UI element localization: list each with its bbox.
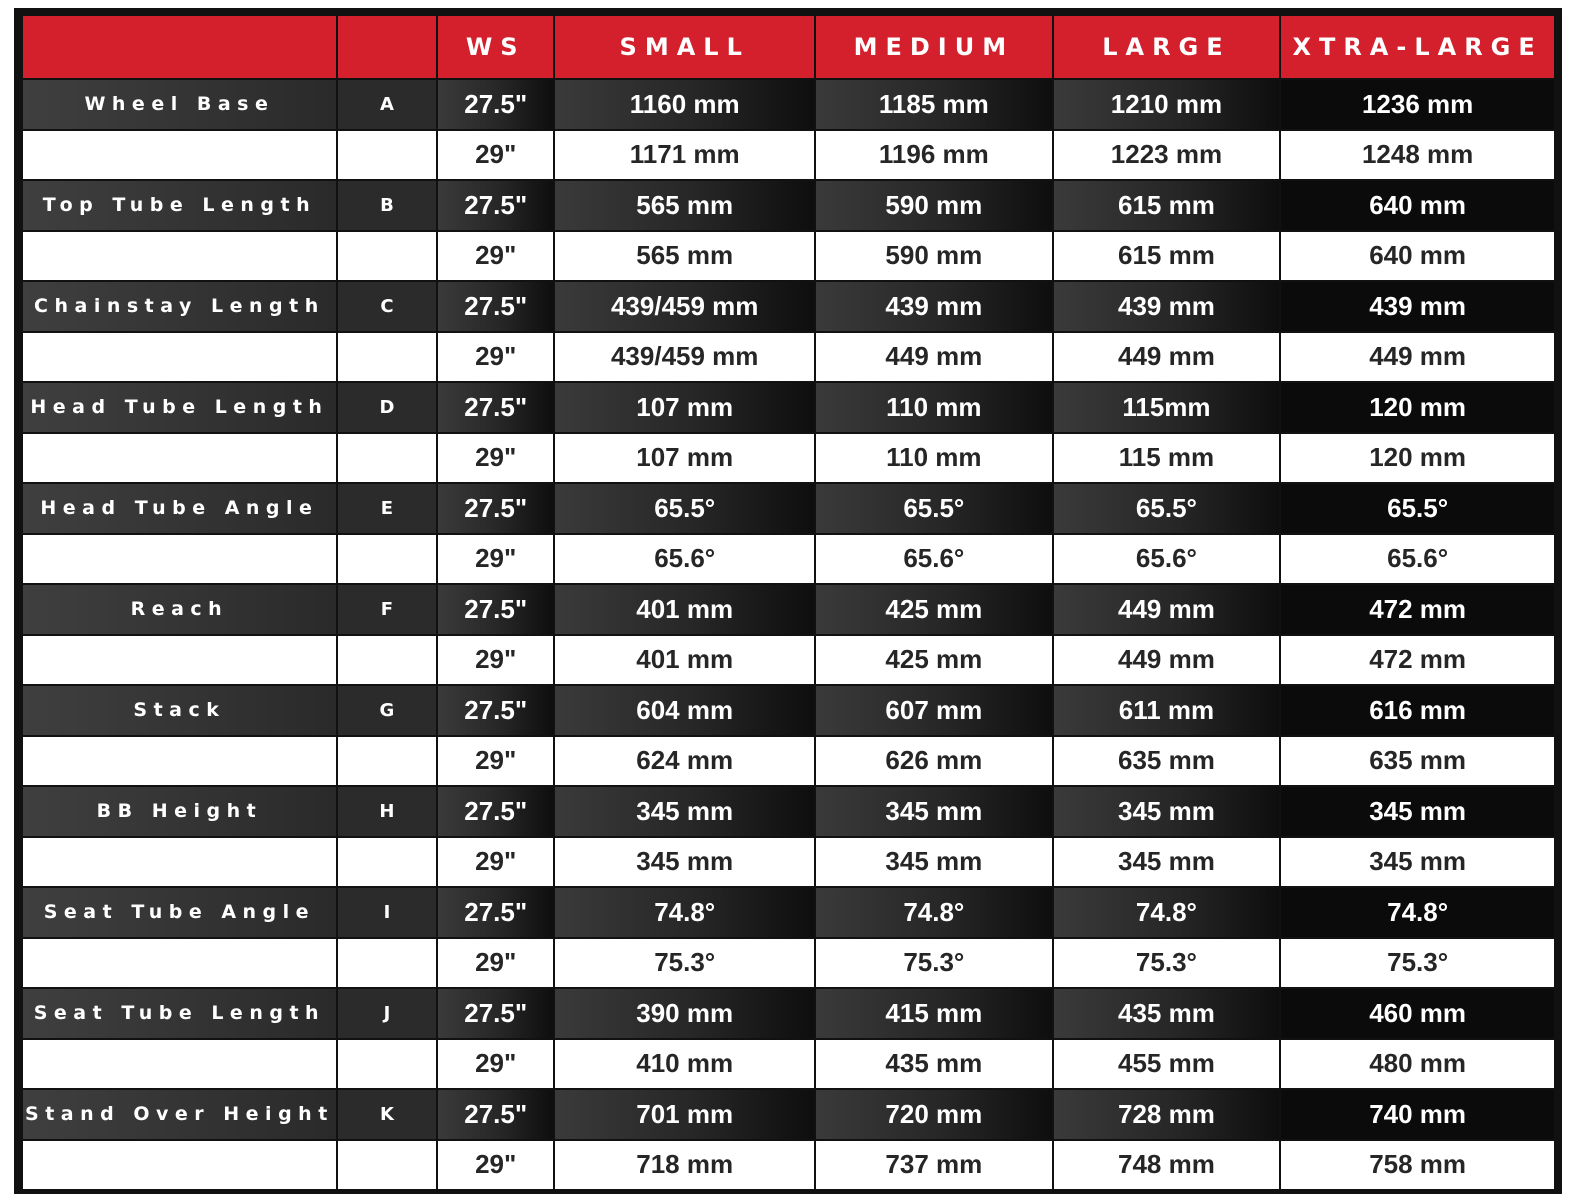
value-small: 390 mm xyxy=(555,989,814,1038)
row-letter: K xyxy=(338,1090,436,1139)
value-medium: 435 mm xyxy=(816,1040,1052,1089)
value-small: 604 mm xyxy=(555,686,814,735)
value-xl: 472 mm xyxy=(1281,585,1554,634)
value-medium: 74.8° xyxy=(816,888,1052,937)
row-letter-empty xyxy=(338,838,436,887)
value-small: 1160 mm xyxy=(555,80,814,129)
value-xl: 439 mm xyxy=(1281,282,1554,331)
value-xl: 120 mm xyxy=(1281,434,1554,483)
value-large: 1223 mm xyxy=(1054,131,1280,180)
value-large: 449 mm xyxy=(1054,636,1280,685)
row-label: Head Tube Angle xyxy=(23,484,336,533)
wheel-size: 29" xyxy=(438,434,553,483)
value-large: 635 mm xyxy=(1054,737,1280,786)
geometry-table xyxy=(21,14,1556,1191)
value-xl: 345 mm xyxy=(1281,838,1554,887)
wheel-size: 27.5" xyxy=(438,383,553,432)
wheel-size: 27.5" xyxy=(438,686,553,735)
wheel-size: 27.5" xyxy=(438,282,553,331)
row-letter-empty xyxy=(338,131,436,180)
value-medium: 75.3° xyxy=(816,939,1052,988)
value-xl: 449 mm xyxy=(1281,333,1554,382)
value-xl: 65.6° xyxy=(1281,535,1554,584)
value-large: 1210 mm xyxy=(1054,80,1280,129)
value-xl: 1236 mm xyxy=(1281,80,1554,129)
value-medium: 110 mm xyxy=(816,434,1052,483)
row-letter-empty xyxy=(338,636,436,685)
geometry-table-frame xyxy=(14,8,1562,1194)
row-label-empty xyxy=(23,939,336,988)
value-large: 75.3° xyxy=(1054,939,1280,988)
value-small: 701 mm xyxy=(555,1090,814,1139)
table-row xyxy=(23,1090,1554,1139)
value-xl: 1248 mm xyxy=(1281,131,1554,180)
row-label-empty xyxy=(23,434,336,483)
row-label: Seat Tube Length xyxy=(23,989,336,1038)
table-row xyxy=(23,80,1554,129)
row-letter-empty xyxy=(338,737,436,786)
value-large: 449 mm xyxy=(1054,585,1280,634)
table-row xyxy=(23,888,1554,937)
row-label-empty xyxy=(23,838,336,887)
row-label-empty xyxy=(23,636,336,685)
value-large: 345 mm xyxy=(1054,787,1280,836)
row-label: Stack xyxy=(23,686,336,735)
value-xl: 616 mm xyxy=(1281,686,1554,735)
table-row xyxy=(23,787,1554,836)
row-letter-empty xyxy=(338,1141,436,1190)
value-small: 107 mm xyxy=(555,383,814,432)
header-medium: MEDIUM xyxy=(816,16,1052,78)
value-large: 439 mm xyxy=(1054,282,1280,331)
value-small: 345 mm xyxy=(555,787,814,836)
value-medium: 65.5° xyxy=(816,484,1052,533)
value-small: 1171 mm xyxy=(555,131,814,180)
wheel-size: 27.5" xyxy=(438,888,553,937)
value-medium: 425 mm xyxy=(816,585,1052,634)
header-xl: XTRA-LARGE xyxy=(1281,16,1554,78)
row-label-empty xyxy=(23,1141,336,1190)
row-letter: A xyxy=(338,80,436,129)
wheel-size: 27.5" xyxy=(438,484,553,533)
value-small: 439/459 mm xyxy=(555,333,814,382)
wheel-size: 27.5" xyxy=(438,787,553,836)
value-medium: 590 mm xyxy=(816,232,1052,281)
value-medium: 590 mm xyxy=(816,181,1052,230)
value-medium: 345 mm xyxy=(816,787,1052,836)
table-row xyxy=(23,434,1554,483)
table-row xyxy=(23,131,1554,180)
value-xl: 635 mm xyxy=(1281,737,1554,786)
value-xl: 640 mm xyxy=(1281,181,1554,230)
row-label: Head Tube Length xyxy=(23,383,336,432)
value-large: 748 mm xyxy=(1054,1141,1280,1190)
value-large: 435 mm xyxy=(1054,989,1280,1038)
header-small: SMALL xyxy=(555,16,814,78)
wheel-size: 29" xyxy=(438,636,553,685)
row-label: Stand Over Height xyxy=(23,1090,336,1139)
value-large: 615 mm xyxy=(1054,181,1280,230)
wheel-size: 29" xyxy=(438,131,553,180)
value-medium: 65.6° xyxy=(816,535,1052,584)
header-ws: WS xyxy=(438,16,553,78)
wheel-size: 29" xyxy=(438,1040,553,1089)
table-row xyxy=(23,333,1554,382)
value-small: 410 mm xyxy=(555,1040,814,1089)
value-small: 439/459 mm xyxy=(555,282,814,331)
table-row xyxy=(23,484,1554,533)
value-medium: 1185 mm xyxy=(816,80,1052,129)
table-row xyxy=(23,989,1554,1038)
wheel-size: 27.5" xyxy=(438,80,553,129)
value-large: 74.8° xyxy=(1054,888,1280,937)
value-medium: 626 mm xyxy=(816,737,1052,786)
row-label-empty xyxy=(23,131,336,180)
value-small: 75.3° xyxy=(555,939,814,988)
header-letter xyxy=(338,16,436,78)
value-medium: 439 mm xyxy=(816,282,1052,331)
value-small: 107 mm xyxy=(555,434,814,483)
value-xl: 758 mm xyxy=(1281,1141,1554,1190)
row-letter: E xyxy=(338,484,436,533)
value-medium: 737 mm xyxy=(816,1141,1052,1190)
row-letter: G xyxy=(338,686,436,735)
row-label: Chainstay Length xyxy=(23,282,336,331)
wheel-size: 29" xyxy=(438,535,553,584)
table-row xyxy=(23,939,1554,988)
table-row xyxy=(23,232,1554,281)
value-medium: 607 mm xyxy=(816,686,1052,735)
row-label: Seat Tube Angle xyxy=(23,888,336,937)
table-row xyxy=(23,1141,1554,1190)
table-row xyxy=(23,636,1554,685)
header-row xyxy=(23,16,1554,78)
row-label-empty xyxy=(23,232,336,281)
table-row xyxy=(23,383,1554,432)
table-row xyxy=(23,282,1554,331)
row-letter-empty xyxy=(338,333,436,382)
table-row xyxy=(23,1040,1554,1089)
header-label xyxy=(23,16,336,78)
row-letter-empty xyxy=(338,1040,436,1089)
row-label-empty xyxy=(23,535,336,584)
row-letter: H xyxy=(338,787,436,836)
wheel-size: 27.5" xyxy=(438,1090,553,1139)
wheel-size: 29" xyxy=(438,737,553,786)
value-large: 65.5° xyxy=(1054,484,1280,533)
value-small: 345 mm xyxy=(555,838,814,887)
value-large: 455 mm xyxy=(1054,1040,1280,1089)
wheel-size: 27.5" xyxy=(438,989,553,1038)
wheel-size: 29" xyxy=(438,939,553,988)
table-row xyxy=(23,838,1554,887)
row-letter: F xyxy=(338,585,436,634)
value-xl: 480 mm xyxy=(1281,1040,1554,1089)
value-xl: 345 mm xyxy=(1281,787,1554,836)
value-medium: 449 mm xyxy=(816,333,1052,382)
row-letter-empty xyxy=(338,535,436,584)
row-label-empty xyxy=(23,333,336,382)
row-label: Wheel Base xyxy=(23,80,336,129)
row-label: BB Height xyxy=(23,787,336,836)
table-row xyxy=(23,737,1554,786)
value-large: 345 mm xyxy=(1054,838,1280,887)
row-letter: J xyxy=(338,989,436,1038)
value-medium: 1196 mm xyxy=(816,131,1052,180)
table-body xyxy=(23,80,1554,1189)
row-letter: D xyxy=(338,383,436,432)
value-medium: 110 mm xyxy=(816,383,1052,432)
value-large: 728 mm xyxy=(1054,1090,1280,1139)
row-letter-empty xyxy=(338,434,436,483)
table-row xyxy=(23,181,1554,230)
value-medium: 415 mm xyxy=(816,989,1052,1038)
wheel-size: 27.5" xyxy=(438,585,553,634)
value-xl: 640 mm xyxy=(1281,232,1554,281)
wheel-size: 29" xyxy=(438,232,553,281)
value-xl: 460 mm xyxy=(1281,989,1554,1038)
value-large: 611 mm xyxy=(1054,686,1280,735)
value-xl: 472 mm xyxy=(1281,636,1554,685)
value-xl: 74.8° xyxy=(1281,888,1554,937)
value-xl: 75.3° xyxy=(1281,939,1554,988)
row-letter-empty xyxy=(338,939,436,988)
value-small: 74.8° xyxy=(555,888,814,937)
wheel-size: 29" xyxy=(438,1141,553,1190)
value-small: 624 mm xyxy=(555,737,814,786)
value-small: 401 mm xyxy=(555,636,814,685)
wheel-size: 29" xyxy=(438,333,553,382)
header-large: LARGE xyxy=(1054,16,1280,78)
value-large: 115mm xyxy=(1054,383,1280,432)
table-row xyxy=(23,686,1554,735)
value-large: 449 mm xyxy=(1054,333,1280,382)
value-medium: 425 mm xyxy=(816,636,1052,685)
value-small: 565 mm xyxy=(555,181,814,230)
table-row xyxy=(23,535,1554,584)
row-label: Reach xyxy=(23,585,336,634)
row-label-empty xyxy=(23,1040,336,1089)
value-xl: 740 mm xyxy=(1281,1090,1554,1139)
value-small: 565 mm xyxy=(555,232,814,281)
value-large: 115 mm xyxy=(1054,434,1280,483)
value-large: 615 mm xyxy=(1054,232,1280,281)
value-small: 65.6° xyxy=(555,535,814,584)
value-medium: 720 mm xyxy=(816,1090,1052,1139)
wheel-size: 27.5" xyxy=(438,181,553,230)
value-xl: 65.5° xyxy=(1281,484,1554,533)
wheel-size: 29" xyxy=(438,838,553,887)
value-small: 65.5° xyxy=(555,484,814,533)
row-label: Top Tube Length xyxy=(23,181,336,230)
value-medium: 345 mm xyxy=(816,838,1052,887)
value-small: 401 mm xyxy=(555,585,814,634)
row-label-empty xyxy=(23,737,336,786)
row-letter: C xyxy=(338,282,436,331)
value-small: 718 mm xyxy=(555,1141,814,1190)
row-letter: I xyxy=(338,888,436,937)
row-letter: B xyxy=(338,181,436,230)
row-letter-empty xyxy=(338,232,436,281)
value-large: 65.6° xyxy=(1054,535,1280,584)
table-row xyxy=(23,585,1554,634)
value-xl: 120 mm xyxy=(1281,383,1554,432)
